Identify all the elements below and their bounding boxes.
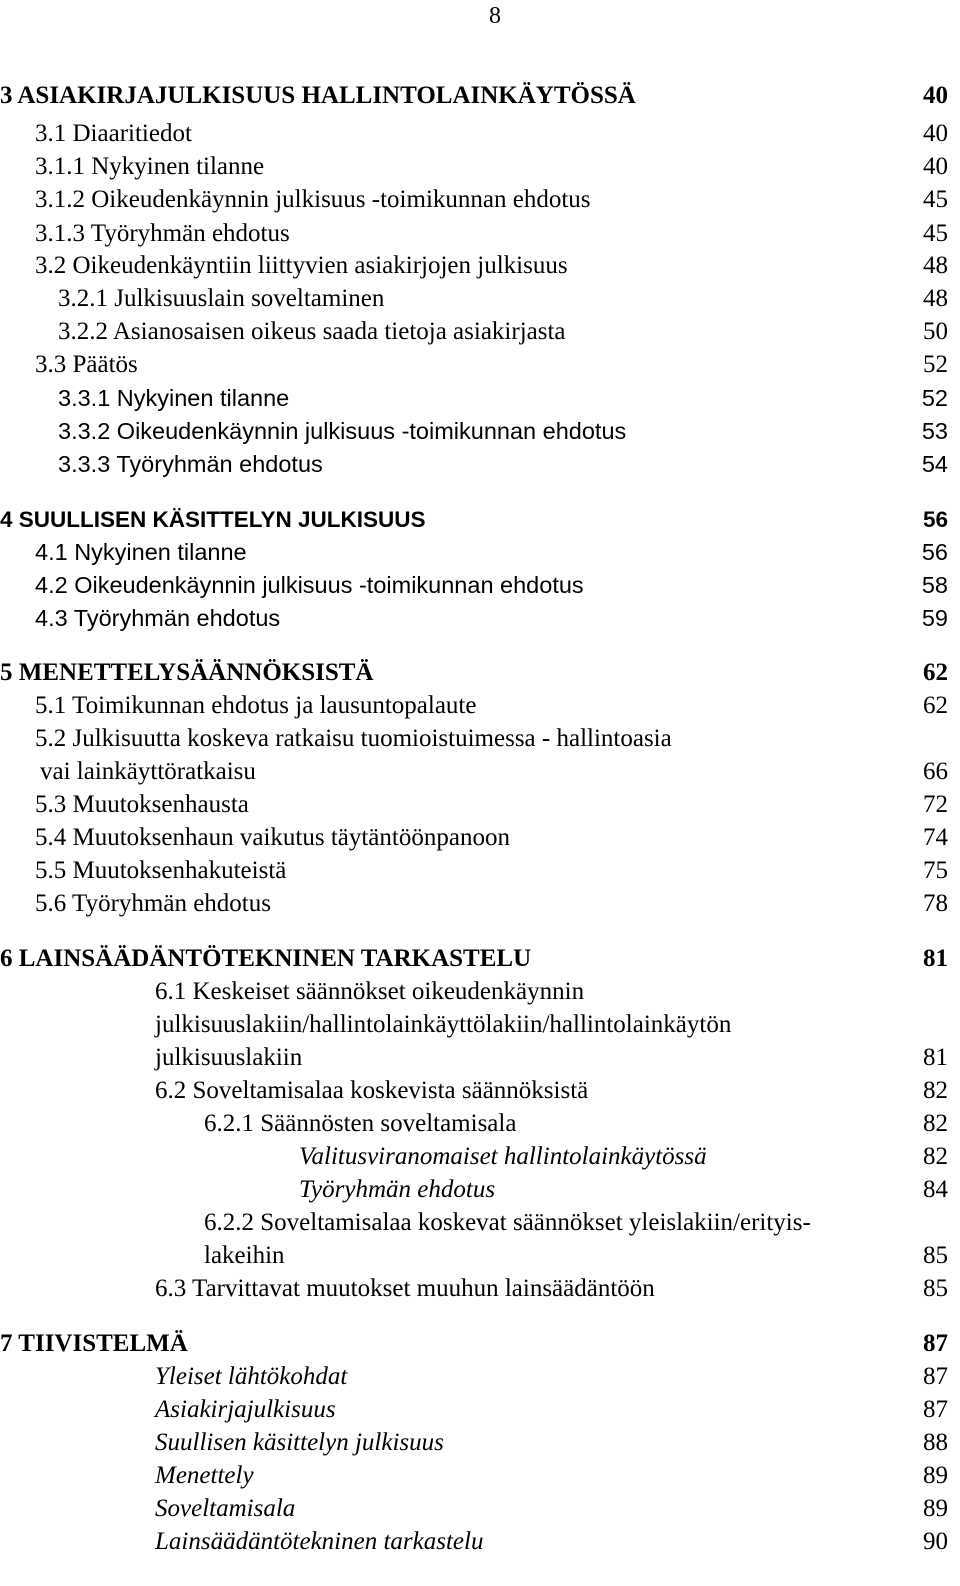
toc-entry-title: 4.3 Työryhmän ehdotus	[35, 605, 281, 631]
toc-entry-4-2-oikeudenkaynnin-julkisuus-toimikunna	[0, 567, 948, 603]
toc-entry-4-suullisen-kasittelyn-julkisuus	[0, 502, 948, 538]
toc-entry-page: 52	[921, 385, 948, 411]
toc-entry-title: 3.3.3 Työryhmän ehdotus	[58, 451, 323, 477]
toc-entry-lainsaadantotekninen-tarkastelu	[0, 1524, 948, 1560]
toc-entry-title: Asiakirjajulkisuus	[155, 1396, 336, 1423]
toc-entry-title: 5.4 Muutoksenhaun vaikutus täytäntöönpanoon	[35, 824, 510, 851]
toc-entry-page: 56	[921, 539, 948, 565]
toc-entry-page: 40	[923, 82, 948, 109]
toc-entry-title: 6.3 Tarvittavat muutokset muuhun lainsäädäntöön	[155, 1275, 655, 1302]
toc-entry-title: 5.1 Toimikunnan ehdotus ja lausuntopalaute	[35, 692, 477, 719]
toc-entry-title: 5.6 Työryhmän ehdotus	[35, 890, 271, 917]
toc-entry-title: 3 ASIAKIRJAJULKISUUS HALLINTOLAINKÄYTÖSSÄ	[0, 82, 636, 109]
toc-entry-title: 3.2 Oikeudenkäyntiin liittyvien asiakirjojen julkisuus	[35, 252, 568, 279]
toc-entry-title: 6.1 Keskeiset säännökset oikeudenkäynnin	[155, 978, 585, 1005]
toc-entry-3-1-2-oikeudenkaynnin-julkisuus-toimikun	[0, 182, 948, 218]
toc-entry-page: 87	[923, 1396, 948, 1423]
toc-entry-page: 87	[923, 1363, 948, 1390]
toc-entry-6-2-2-soveltamisalaa-koskevat-saannokset	[0, 1205, 948, 1241]
toc-entry-page: 40	[923, 120, 948, 147]
toc-entry-title: 5.5 Muutoksenhakuteistä	[35, 857, 287, 884]
toc-entry-page: 85	[923, 1242, 948, 1269]
toc-entry-title: 7 TIIVISTELMÄ	[0, 1330, 188, 1357]
toc-entry-6-3-tarvittavat-muutokset-muuhun-lainsaa	[0, 1271, 948, 1307]
toc-entry-title: 5.2 Julkisuutta koskeva ratkaisu tuomioistuimessa - hallintoasia	[35, 725, 672, 752]
toc-entry-page: 74	[923, 824, 948, 851]
page-number: 8	[489, 3, 501, 29]
toc-entry-page: 53	[921, 418, 948, 444]
toc-entry-julkisuuslakiin-hallintolainkayttolakiin	[0, 1007, 948, 1043]
toc-entry-valitusviranomaiset-hallintolainkaytossa	[0, 1139, 948, 1175]
toc-entry-5-3-muutoksenhausta	[0, 787, 948, 823]
toc-entry-page: 84	[923, 1176, 948, 1203]
toc-entry-vai-lainkayttoratkaisu	[0, 754, 948, 790]
toc-entry-title: Menettely	[155, 1462, 254, 1489]
toc-entry-page: 82	[923, 1143, 948, 1170]
toc-entry-page: 78	[923, 890, 948, 917]
toc-entry-yleiset-lahtokohdat	[0, 1359, 948, 1395]
toc-entry-title: Työryhmän ehdotus	[299, 1176, 496, 1203]
toc-entry-title: 3.1.2 Oikeudenkäynnin julkisuus -toimikunnan ehdotus	[35, 186, 591, 213]
toc-entry-menettely	[0, 1458, 948, 1494]
toc-entry-title: 6 LAINSÄÄDÄNTÖTEKNINEN TARKASTELU	[0, 945, 532, 972]
toc-entry-page: 82	[923, 1110, 948, 1137]
toc-entry-page: 58	[921, 572, 948, 598]
toc-entry-5-6-tyoryhman-ehdotus	[0, 886, 948, 922]
toc-entry-page: 90	[923, 1528, 948, 1555]
toc-entry-page: 62	[923, 659, 948, 686]
toc-entry-page: 48	[923, 285, 948, 312]
toc-entry-title: 5 MENETTELYSÄÄNNÖKSISTÄ	[0, 659, 374, 686]
toc-entry-6-2-1-saannosten-soveltamisala	[0, 1106, 948, 1142]
toc-entry-title: julkisuuslakiin	[155, 1044, 303, 1071]
toc-entry-page: 56	[922, 507, 948, 532]
toc-entry-title: 5.3 Muutoksenhausta	[35, 791, 249, 818]
toc-entry-page: 62	[923, 692, 948, 719]
toc-entry-title: Soveltamisala	[155, 1495, 296, 1522]
toc-entry-title: 4 SUULLISEN KÄSITTELYN JULKISUUS	[0, 507, 426, 532]
toc-entry-page: 40	[923, 153, 948, 180]
toc-entry-3-2-2-asianosaisen-oikeus-saada-tietoja-	[0, 314, 948, 350]
toc-entry-3-3-1-nykyinen-tilanne	[0, 380, 948, 416]
toc-entry-page: 66	[923, 758, 948, 785]
toc-entry-title: lakeihin	[204, 1242, 285, 1269]
toc-entry-title: 6.2.1 Säännösten soveltamisala	[204, 1110, 517, 1137]
toc-entry-title: 3.1 Diaaritiedot	[35, 120, 192, 147]
toc-entry-soveltamisala	[0, 1491, 948, 1527]
toc-entry-title: 3.3.1 Nykyinen tilanne	[58, 385, 290, 411]
toc-entry-page: 50	[923, 318, 948, 345]
toc-entry-page: 75	[923, 857, 948, 884]
toc-entry-title: 3.3 Päätös	[35, 351, 138, 378]
toc-entry-title: 3.2.2 Asianosaisen oikeus saada tietoja asiakirjasta	[58, 318, 566, 345]
toc-entry-title: 3.3.2 Oikeudenkäynnin julkisuus -toimikunnan ehdotus	[58, 418, 627, 444]
toc-entry-3-1-3-tyoryhman-ehdotus	[0, 216, 948, 252]
toc-entry-6-lainsaadantotekninen-tarkastelu	[0, 941, 948, 977]
toc-entry-3-2-1-julkisuuslain-soveltaminen	[0, 281, 948, 317]
toc-entry-page: 88	[923, 1429, 948, 1456]
toc-entry-7-tiivistelma	[0, 1326, 948, 1362]
toc-entry-page: 82	[923, 1077, 948, 1104]
toc-entry-page: 48	[923, 252, 948, 279]
toc-entry-page: 87	[923, 1330, 948, 1357]
toc-entry-5-1-toimikunnan-ehdotus-ja-lausuntopalau	[0, 688, 948, 724]
toc-entry-title: 3.1.1 Nykyinen tilanne	[35, 153, 265, 180]
toc-entry-3-asiakirjajulkisuus-hallintolainkaytoss	[0, 78, 948, 114]
toc-entry-page: 54	[921, 451, 948, 477]
toc-entry-5-menettelysaannoksista	[0, 655, 948, 691]
toc-entry-title: 6.2 Soveltamisalaa koskevista säännöksistä	[155, 1077, 589, 1104]
toc-entry-5-5-muutoksenhakuteista	[0, 853, 948, 889]
toc-entry-title: Suullisen käsittelyn julkisuus	[155, 1429, 444, 1456]
toc-entry-3-3-3-tyoryhman-ehdotus	[0, 446, 948, 482]
toc-entry-page: 72	[923, 791, 948, 818]
toc-entry-title: vai lainkäyttöratkaisu	[40, 758, 256, 785]
toc-entry-julkisuuslakiin	[0, 1040, 948, 1076]
toc-entry-title: 6.2.2 Soveltamisalaa koskevat säännökset yleislakiin/erityis-	[204, 1209, 811, 1236]
toc-entry-6-2-soveltamisalaa-koskevista-saannoksis	[0, 1073, 948, 1109]
toc-entry-suullisen-kasittelyn-julkisuus	[0, 1425, 948, 1461]
toc-entry-3-1-diaaritiedot	[0, 116, 948, 152]
toc-entry-page: 52	[923, 351, 948, 378]
toc-entry-tyoryhman-ehdotus	[0, 1172, 948, 1208]
toc-entry-page: 59	[921, 605, 948, 631]
toc-entry-page: 89	[923, 1462, 948, 1489]
toc-entry-lakeihin	[0, 1238, 948, 1274]
toc-entry-page: 81	[923, 945, 948, 972]
toc-entry-5-2-julkisuutta-koskeva-ratkaisu-tuomioi	[0, 721, 948, 757]
toc-entry-3-2-oikeudenkayntiin-liittyvien-asiakirj	[0, 248, 948, 284]
toc-entry-page: 45	[923, 186, 948, 213]
toc-entry-title: 4.1 Nykyinen tilanne	[35, 539, 247, 565]
toc-entry-page: 45	[923, 220, 948, 247]
toc-entry-title: 3.2.1 Julkisuuslain soveltaminen	[58, 285, 385, 312]
toc-entry-title: Yleiset lähtökohdat	[155, 1363, 348, 1390]
toc-entry-page: 89	[923, 1495, 948, 1522]
toc-entry-title: 4.2 Oikeudenkäynnin julkisuus -toimikunnan ehdotus	[35, 572, 584, 598]
toc-entry-3-1-1-nykyinen-tilanne	[0, 149, 948, 185]
toc-entry-title: julkisuuslakiin/hallintolainkäyttölakiin/hallintolainkäytön	[155, 1011, 732, 1038]
toc-entry-4-1-nykyinen-tilanne	[0, 534, 948, 570]
toc-entry-3-3-2-oikeudenkaynnin-julkisuus-toimikun	[0, 413, 948, 449]
toc-entry-4-3-tyoryhman-ehdotus	[0, 600, 948, 636]
toc-entry-title: Valitusviranomaiset hallintolainkäytössä	[299, 1143, 707, 1170]
toc-entry-6-1-keskeiset-saannokset-oikeudenkaynnin	[0, 974, 948, 1010]
toc-entry-title: 3.1.3 Työryhmän ehdotus	[35, 220, 290, 247]
toc-entry-title: Lainsäädäntötekninen tarkastelu	[155, 1528, 484, 1555]
toc-entry-asiakirjajulkisuus	[0, 1392, 948, 1428]
toc-entry-3-3-paatos	[0, 347, 948, 383]
toc-entry-5-4-muutoksenhaun-vaikutus-taytantoonpan	[0, 820, 948, 856]
toc-entry-page: 81	[923, 1044, 948, 1071]
toc-entry-page: 85	[923, 1275, 948, 1302]
